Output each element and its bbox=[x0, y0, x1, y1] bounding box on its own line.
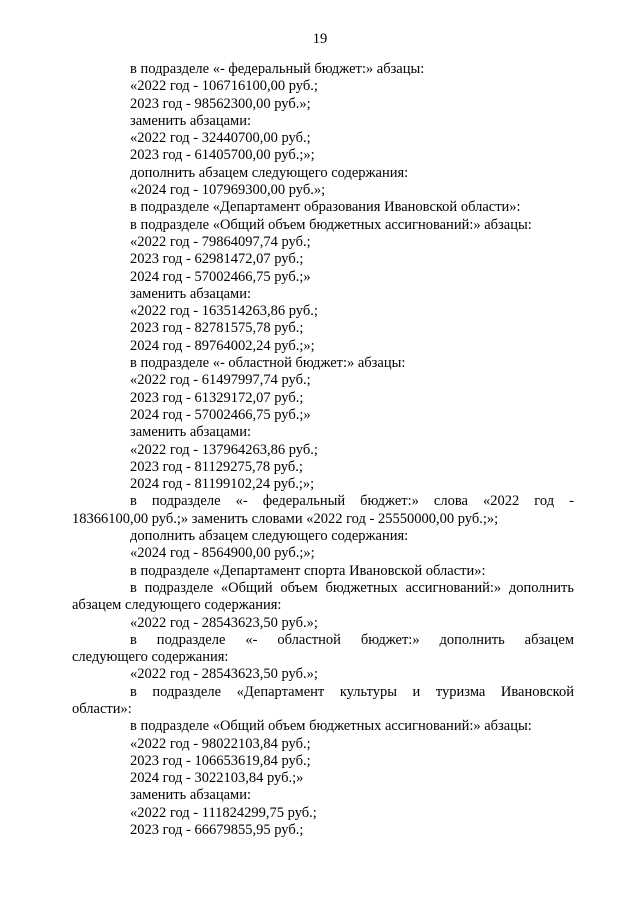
text-line: «2022 год - 111824299,75 руб.; bbox=[130, 804, 317, 821]
text-line: дополнить абзацем следующего содержания: bbox=[130, 528, 409, 545]
text-line: заменить абзацами: bbox=[130, 424, 252, 441]
text-line: 2024 год - 81199102,24 руб.;»; bbox=[130, 476, 315, 493]
text-line: в подразделе «- областной бюджет:» дополнить абзацем bbox=[130, 631, 574, 648]
text-line: в подразделе «- областной бюджет:» абзацы: bbox=[130, 355, 406, 372]
text-line: «2022 год - 106716100,00 руб.; bbox=[130, 78, 318, 95]
text-line: 2023 год - 66679855,95 руб.; bbox=[130, 822, 304, 839]
text-line: в подразделе «Общий объем бюджетных ассигнований:» абзацы: bbox=[130, 216, 532, 233]
text-line: заменить абзацами: bbox=[130, 112, 252, 129]
text-line: «2024 год - 8564900,00 руб.;»; bbox=[130, 545, 315, 562]
text-line: 2023 год - 106653619,84 руб.; bbox=[130, 752, 311, 769]
document-body bbox=[72, 61, 574, 839]
text-line: в подразделе «- федеральный бюджет:» слова «2022 год - bbox=[130, 493, 574, 510]
text-line: 2024 год - 57002466,75 руб.;» bbox=[130, 268, 311, 285]
text-line: «2022 год - 79864097,74 руб.; bbox=[130, 233, 311, 250]
text-line: 2024 год - 3022103,84 руб.;» bbox=[130, 770, 304, 787]
text-line: дополнить абзацем следующего содержания: bbox=[130, 164, 409, 181]
text-line: «2022 год - 28543623,50 руб.»; bbox=[130, 666, 318, 683]
text-line: следующего содержания: bbox=[72, 649, 229, 666]
text-line: «2022 год - 28543623,50 руб.»; bbox=[130, 614, 318, 631]
text-line: в подразделе «Департамент культуры и туризма Ивановской bbox=[130, 683, 574, 700]
text-line: «2022 год - 61497997,74 руб.; bbox=[130, 372, 311, 389]
text-line: 2023 год - 82781575,78 руб.; bbox=[130, 320, 304, 337]
text-line: «2024 год - 107969300,00 руб.»; bbox=[130, 182, 326, 199]
text-line: 2023 год - 62981472,07 руб.; bbox=[130, 251, 304, 268]
text-line: «2022 год - 137964263,86 руб.; bbox=[130, 441, 318, 458]
text-line: 2023 год - 61329172,07 руб.; bbox=[130, 389, 304, 406]
text-line: «2022 год - 163514263,86 руб.; bbox=[130, 303, 318, 320]
text-line: «2022 год - 32440700,00 руб.; bbox=[130, 130, 311, 147]
text-line: «2022 год - 98022103,84 руб.; bbox=[130, 735, 311, 752]
text-line: в подразделе «Департамент спорта Ивановской области»: bbox=[130, 562, 486, 579]
text-line: 2023 год - 98562300,00 руб.»; bbox=[130, 95, 311, 112]
text-line: 2023 год - 61405700,00 руб.;»; bbox=[130, 147, 315, 164]
text-line: абзацем следующего содержания: bbox=[72, 597, 282, 614]
text-line: в подразделе «- федеральный бюджет:» абзацы: bbox=[130, 61, 425, 77]
text-line: 2024 год - 89764002,24 руб.;»; bbox=[130, 337, 315, 354]
text-line: в подразделе «Общий объем бюджетных ассигнований:» абзацы: bbox=[130, 718, 532, 735]
text-line: 2024 год - 57002466,75 руб.;» bbox=[130, 406, 311, 423]
text-line: 2023 год - 81129275,78 руб.; bbox=[130, 458, 303, 475]
text-line: заменить абзацами: bbox=[130, 787, 252, 804]
text-line: в подразделе «Общий объем бюджетных ассигнований:» дополнить bbox=[130, 579, 574, 596]
page-number: 19 bbox=[312, 31, 328, 47]
text-line: 18366100,00 руб.;» заменить словами «2022 год - 25550000,00 руб.;»; bbox=[72, 510, 499, 527]
text-line: области»: bbox=[72, 700, 132, 717]
text-line: в подразделе «Департамент образования Ивановской области»: bbox=[130, 199, 521, 216]
text-line: заменить абзацами: bbox=[130, 285, 252, 302]
